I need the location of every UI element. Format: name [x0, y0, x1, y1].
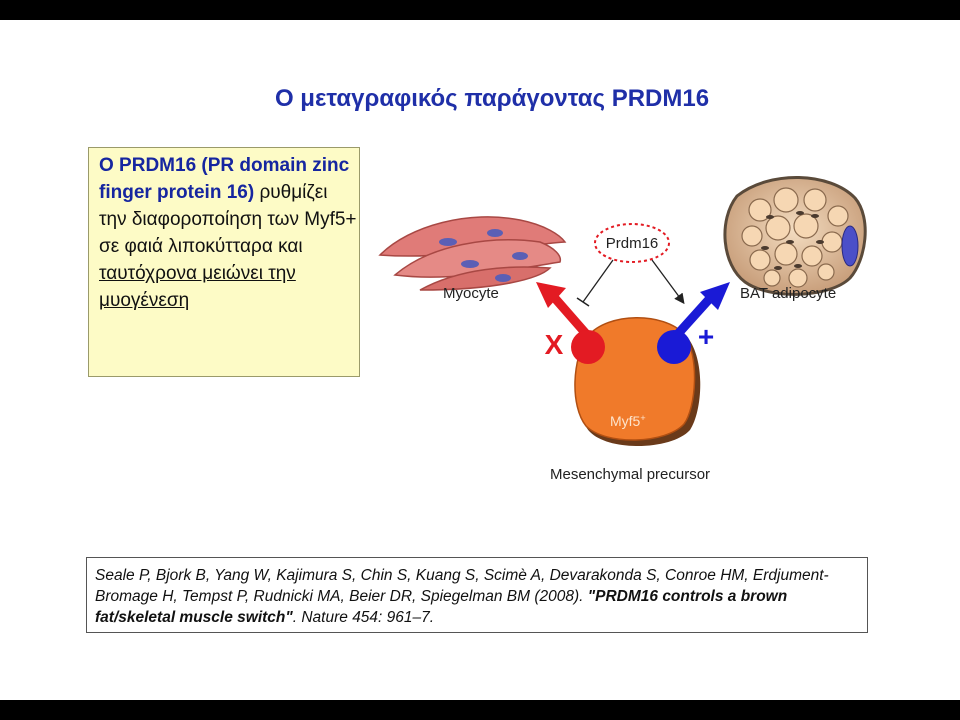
- myocyte-cells: [380, 217, 565, 290]
- inhibition-line: [583, 260, 613, 302]
- inhibition-bar: [577, 298, 589, 306]
- block-x-mark: X: [544, 329, 564, 360]
- activation-arrow: [652, 260, 683, 302]
- prdm16-label: Prdm16: [605, 235, 659, 252]
- blue-dot: [657, 330, 691, 364]
- citation-journal: . Nature 454: 961–7.: [292, 609, 435, 626]
- red-dot: [571, 330, 605, 364]
- description-text: ρυθμίζει την διαφοροποίηση των Myf5+ σε φαιά λιποκύτταρα και: [99, 182, 357, 257]
- slide: [0, 20, 960, 700]
- bat-adipocyte-cell: [725, 177, 865, 294]
- precursor-label: Mesenchymal precursor: [550, 466, 711, 483]
- myf5-label: Myf5+: [610, 413, 646, 429]
- citation-title: "PRDM16 controls a brown fat/skeletal muscle switch": [95, 588, 788, 626]
- citation-authors: Seale P, Bjork B, Yang W, Kajimura S, Chin S, Kuang S, Scimè A, Devarakonda S, Conroe HM, Erdjument-Bromage H, Tempst P, Rudnicki MA, Beier DR, Spiegelman BM: [95, 567, 829, 605]
- slide-title: Ο μεταγραφικός παράγοντας PRDM16: [274, 85, 710, 112]
- activate-plus-mark: +: [697, 321, 715, 352]
- myocyte-label: Myocyte: [443, 285, 499, 302]
- bat-adipocyte-label: BAT adipocyte: [740, 285, 837, 302]
- citation-box: [86, 557, 868, 633]
- citation-year: (2008).: [534, 588, 588, 605]
- description-bold: Ο PRDM16 (PR domain zinc finger protein 16): [99, 155, 350, 203]
- description-underlined: ταυτόχρονα μειώνει την μυογένεση: [99, 263, 296, 311]
